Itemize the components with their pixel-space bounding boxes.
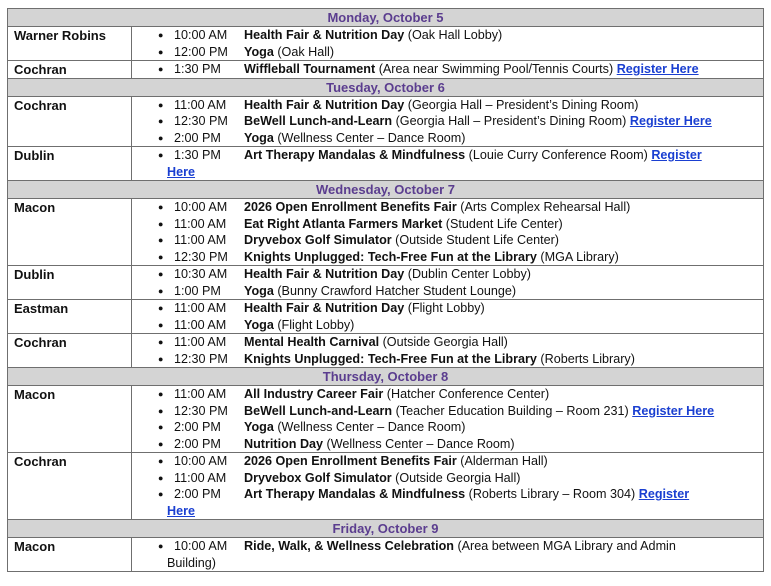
bullet-icon: ●: [158, 46, 164, 57]
event-name: Health Fair & Nutrition Day: [244, 28, 405, 42]
event-location: (Oak Hall Lobby): [404, 28, 503, 42]
register-link-continued[interactable]: Here: [167, 164, 196, 179]
bullet-icon: ●: [158, 64, 164, 74]
bullet-icon: ●: [158, 218, 164, 229]
campus-name: Macon: [8, 199, 132, 266]
register-link[interactable]: Register: [638, 487, 690, 501]
bullet-icon: ●: [158, 472, 164, 483]
event-name: 2026 Open Enrollment Benefits Fair: [244, 200, 457, 214]
bullet-icon: ●: [158, 353, 164, 364]
events-cell: [132, 538, 764, 572]
event-name: Health Fair & Nutrition Day: [244, 301, 405, 315]
event-name: Health Fair & Nutrition Day: [244, 267, 405, 281]
event-time: 1:00 PM: [174, 283, 221, 298]
campus-name: Warner Robins: [8, 27, 132, 61]
events-cell: [132, 199, 764, 266]
day-header: Friday, October 9: [8, 520, 764, 538]
event-location: (Student Life Center): [442, 216, 563, 231]
event-name: Eat Right Atlanta Farmers Market: [244, 216, 443, 231]
event-time: 2:00 PM: [174, 130, 221, 145]
event-location: (Area near Swimming Pool/Tennis Courts): [375, 62, 614, 76]
bullet-icon: ●: [158, 99, 164, 110]
event-name: BeWell Lunch-and-Learn: [244, 403, 393, 418]
event-list: [132, 266, 763, 299]
event-name: Yoga: [244, 420, 274, 434]
register-link[interactable]: Register Here: [616, 62, 699, 76]
campus-name: Cochran: [8, 96, 132, 147]
event-list: [132, 199, 763, 265]
event-item: [132, 317, 759, 334]
event-name: Yoga: [244, 44, 274, 59]
bullet-icon: ●: [158, 150, 164, 160]
event-location: (Flight Lobby): [273, 317, 355, 332]
event-item: [132, 436, 759, 453]
event-location: (Georgia Hall – President’s Dining Room): [404, 97, 639, 112]
bullet-icon: ●: [158, 235, 164, 245]
campus-row: [8, 453, 764, 520]
event-time: 11:00 AM: [174, 97, 227, 112]
events-cell: [132, 96, 764, 147]
bullet-icon: ●: [158, 132, 164, 143]
event-name: Nutrition Day: [244, 436, 324, 451]
event-time: 11:00 AM: [174, 233, 227, 247]
event-list: [132, 538, 763, 571]
bullet-icon: ●: [158, 541, 164, 551]
event-list: [132, 27, 763, 60]
register-link[interactable]: Register Here: [629, 114, 712, 128]
register-link[interactable]: Register: [651, 148, 702, 162]
day-header-row: [8, 520, 764, 538]
event-location: (Roberts Library – Room 304): [465, 487, 636, 501]
event-item: [132, 538, 759, 571]
event-time: 10:00 AM: [174, 539, 228, 553]
event-item: [132, 266, 759, 283]
events-cell: [132, 386, 764, 453]
bullet-icon: ●: [158, 116, 164, 126]
event-location: (Alderman Hall): [456, 454, 548, 468]
event-item: [132, 199, 759, 216]
event-name: 2026 Open Enrollment Benefits Fair: [244, 454, 457, 468]
bullet-icon: ●: [158, 303, 164, 313]
event-name: Yoga: [244, 130, 274, 145]
event-item: [132, 403, 759, 420]
events-cell: [132, 453, 764, 520]
event-name: Art Therapy Mandalas & Mindfulness: [244, 487, 466, 501]
schedule-body: [8, 9, 764, 572]
event-item: [132, 97, 759, 114]
bullet-icon: ●: [158, 285, 164, 296]
event-location: (Wellness Center – Dance Room): [273, 130, 466, 145]
day-header: Tuesday, October 6: [8, 78, 764, 96]
event-name: Dryvebox Golf Simulator: [244, 470, 392, 485]
event-item: [132, 232, 759, 249]
event-time: 10:00 AM: [174, 454, 228, 468]
bullet-icon: ●: [158, 422, 164, 432]
event-location: (Bunny Crawford Hatcher Student Lounge): [273, 283, 517, 298]
event-item: [132, 283, 759, 300]
campus-row: [8, 538, 764, 572]
event-time: 11:00 AM: [174, 301, 227, 315]
event-location: (Arts Complex Rehearsal Hall): [456, 200, 631, 214]
events-cell: [132, 27, 764, 61]
campus-name: Dublin: [8, 147, 132, 181]
event-item: [132, 470, 759, 487]
event-time: 2:00 PM: [174, 420, 221, 434]
campus-name: Macon: [8, 538, 132, 572]
event-location: (Flight Lobby): [404, 301, 485, 315]
event-item: [132, 419, 759, 436]
event-time: 12:30 PM: [174, 403, 228, 418]
day-header-row: [8, 9, 764, 27]
event-time: 1:30 PM: [174, 62, 221, 76]
day-header-row: [8, 368, 764, 386]
events-cell: [132, 266, 764, 300]
event-location: (Outside Georgia Hall): [379, 335, 508, 349]
event-name: Ride, Walk, & Wellness Celebration: [244, 539, 454, 553]
event-location: (Wellness Center – Dance Room): [323, 436, 515, 451]
bullet-icon: ●: [158, 405, 164, 416]
campus-name: Cochran: [8, 334, 132, 368]
event-location: (Outside Georgia Hall): [391, 470, 521, 485]
day-header-row: [8, 181, 764, 199]
events-cell: [132, 147, 764, 181]
wellness-schedule-table: [7, 8, 764, 572]
event-name: Dryvebox Golf Simulator: [244, 233, 392, 247]
bullet-icon: ●: [158, 251, 164, 262]
day-header: Wednesday, October 7: [8, 181, 764, 199]
campus-row: [8, 96, 764, 147]
event-list: [132, 386, 763, 452]
event-list: [132, 61, 763, 78]
day-header: Monday, October 5: [8, 9, 764, 27]
event-item: [132, 113, 759, 130]
day-header: Thursday, October 8: [8, 368, 764, 386]
event-time: 10:30 AM: [174, 267, 228, 281]
campus-row: [8, 334, 764, 368]
campus-row: [8, 266, 764, 300]
event-time: 11:00 AM: [174, 317, 227, 332]
event-list: [132, 97, 763, 147]
event-item: [132, 147, 759, 180]
event-location: (Wellness Center – Dance Room): [273, 420, 466, 434]
events-cell: [132, 334, 764, 368]
event-name: Health Fair & Nutrition Day: [244, 97, 405, 112]
bullet-icon: ●: [158, 489, 164, 499]
event-item: [132, 61, 759, 78]
event-name: BeWell Lunch-and-Learn: [244, 114, 393, 128]
event-time: 11:00 AM: [174, 387, 227, 401]
events-cell: [132, 300, 764, 334]
campus-row: [8, 199, 764, 266]
day-header-row: [8, 78, 764, 96]
event-list: [132, 147, 763, 180]
bullet-icon: ●: [158, 438, 164, 449]
event-item: [132, 44, 759, 61]
event-name: Knights Unplugged: Tech-Free Fun at the Library: [244, 351, 537, 366]
event-location-continued: Building): [167, 555, 217, 570]
event-item: [132, 130, 759, 147]
event-name: Knights Unplugged: Tech-Free Fun at the Library: [244, 249, 537, 264]
event-item: [132, 453, 759, 470]
event-time: 2:00 PM: [174, 487, 221, 501]
event-name: Yoga: [244, 317, 274, 332]
event-name: All Industry Career Fair: [244, 387, 384, 401]
bullet-icon: ●: [158, 30, 164, 40]
event-location: (Area between MGA Library and Admin: [453, 539, 676, 553]
event-location: (Hatcher Conference Center): [383, 387, 550, 401]
event-item: [132, 334, 759, 351]
campus-row: [8, 27, 764, 61]
event-time: 11:00 AM: [174, 216, 227, 231]
event-time: 11:00 AM: [174, 470, 227, 485]
bullet-icon: ●: [158, 202, 164, 212]
event-time: 12:30 PM: [174, 114, 228, 128]
event-location: (Louie Curry Conference Room): [465, 148, 648, 162]
event-item: [132, 27, 759, 44]
event-list: [132, 334, 763, 367]
event-item: [132, 249, 759, 266]
campus-row: [8, 300, 764, 334]
campus-row: [8, 386, 764, 453]
campus-name: Eastman: [8, 300, 132, 334]
event-name: Mental Health Carnival: [244, 335, 380, 349]
event-item: [132, 351, 759, 368]
campus-name: Cochran: [8, 453, 132, 520]
campus-name: Macon: [8, 386, 132, 453]
campus-name: Cochran: [8, 61, 132, 79]
events-cell: [132, 61, 764, 79]
campus-name: Dublin: [8, 266, 132, 300]
bullet-icon: ●: [158, 319, 164, 330]
bullet-icon: ●: [158, 456, 164, 466]
event-name: Wiffleball Tournament: [244, 62, 376, 76]
event-time: 2:00 PM: [174, 436, 221, 451]
event-time: 1:30 PM: [174, 148, 221, 162]
event-location: (Dublin Center Lobby): [404, 267, 531, 281]
event-time: 11:00 AM: [174, 335, 227, 349]
event-time: 10:00 AM: [174, 200, 228, 214]
bullet-icon: ●: [158, 269, 164, 279]
register-link-continued[interactable]: Here: [167, 503, 196, 518]
event-item: [132, 216, 759, 233]
campus-row: [8, 61, 764, 79]
event-location: (MGA Library): [536, 249, 619, 264]
event-item: [132, 300, 759, 317]
campus-row: [8, 147, 764, 181]
event-location: (Oak Hall): [273, 44, 335, 59]
event-location: (Teacher Education Building – Room 231): [392, 403, 629, 418]
event-time: 12:00 PM: [174, 44, 228, 59]
event-list: [132, 300, 763, 333]
bullet-icon: ●: [158, 389, 164, 399]
event-time: 10:00 AM: [174, 28, 228, 42]
event-item: [132, 486, 759, 519]
event-location: (Outside Student Life Center): [391, 233, 559, 247]
event-list: [132, 453, 763, 519]
event-name: Art Therapy Mandalas & Mindfulness: [244, 148, 466, 162]
event-location: (Roberts Library): [536, 351, 635, 366]
event-time: 12:30 PM: [174, 249, 228, 264]
event-name: Yoga: [244, 283, 274, 298]
register-link[interactable]: Register Here: [632, 403, 715, 418]
bullet-icon: ●: [158, 337, 164, 347]
event-location: (Georgia Hall – President’s Dining Room): [392, 114, 627, 128]
event-time: 12:30 PM: [174, 351, 228, 366]
event-item: [132, 386, 759, 403]
